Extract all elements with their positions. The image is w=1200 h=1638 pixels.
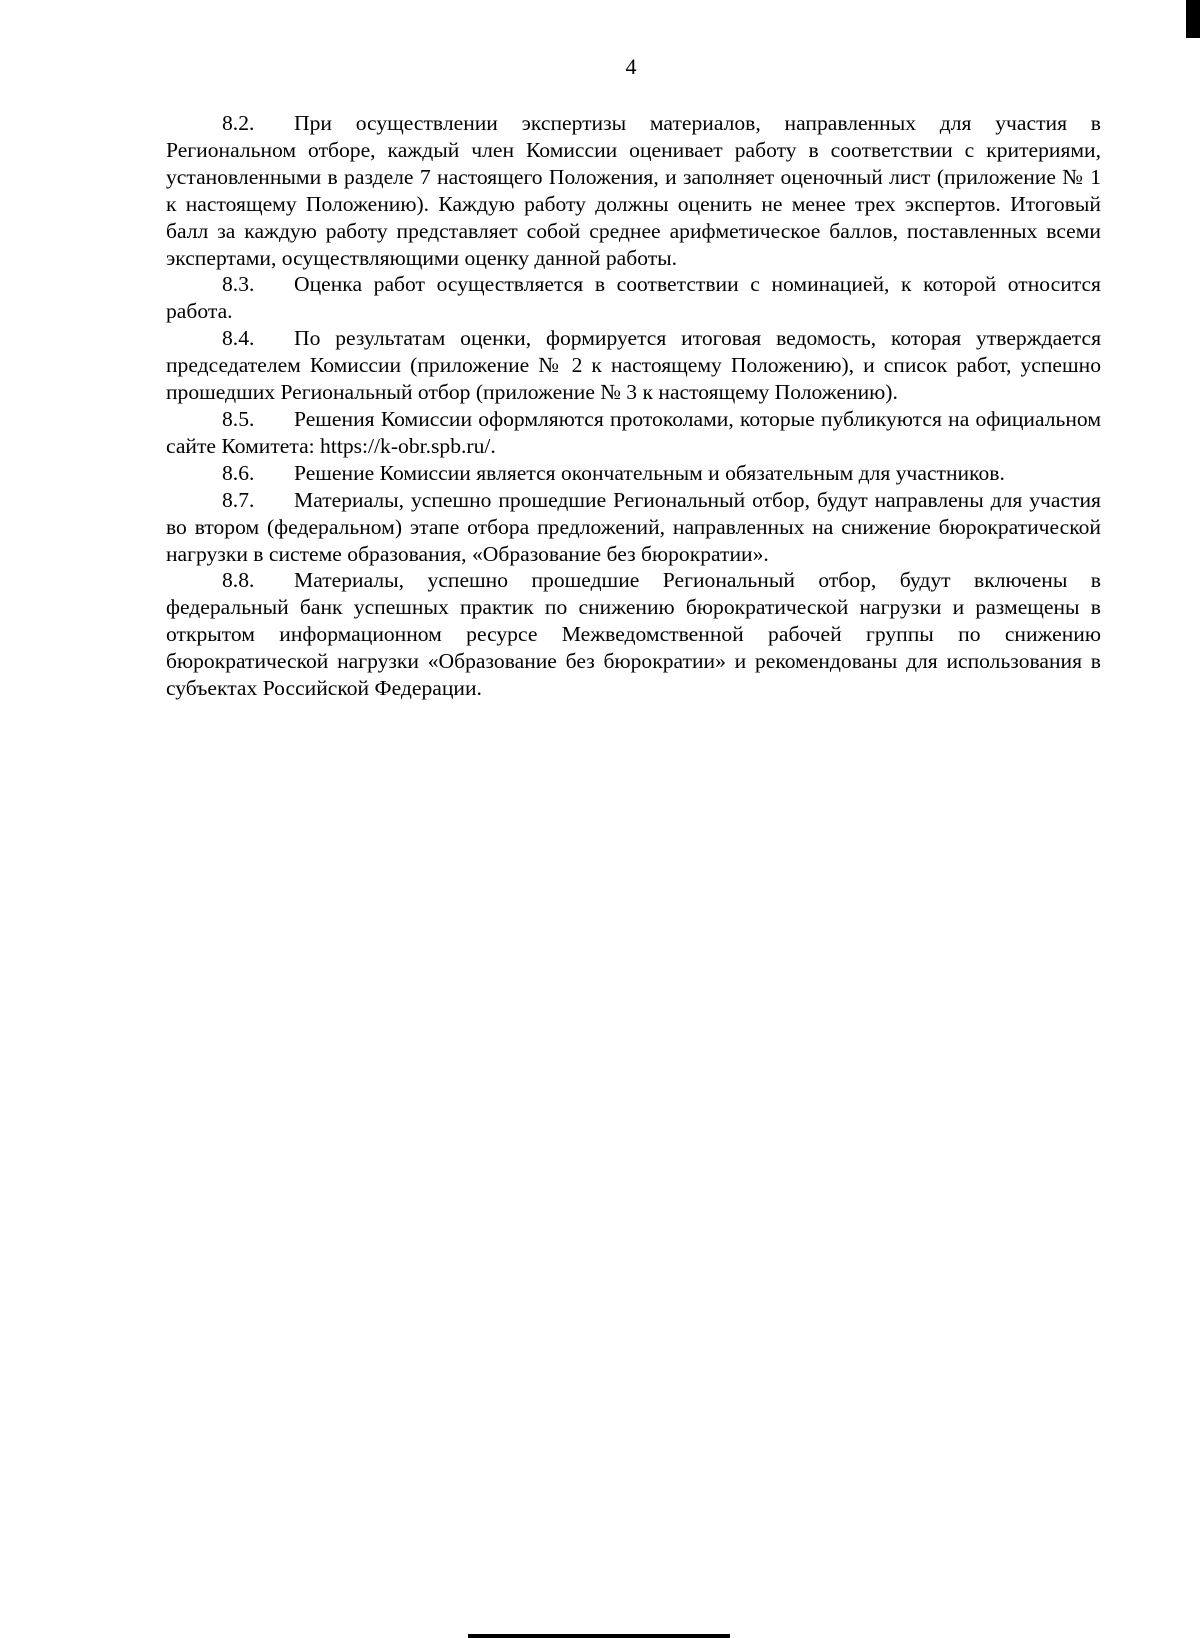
paragraph-number: 8.7.: [222, 487, 255, 512]
page-number: 4: [625, 54, 637, 79]
paragraph-number: 8.8.: [222, 568, 255, 593]
paragraph-number: 8.5.: [222, 406, 255, 431]
paragraph-text: Материалы, успешно прошедшие Региональный отбор, будут направлены для участия во втором (федеральном) этапе отбора предложений, направленных на снижение бюрократической нагрузки в системе образования, «Образование без бюрократии».: [166, 487, 1101, 566]
document-body: [166, 110, 1101, 702]
paragraph-8-4: [166, 325, 1101, 406]
scan-edge-mark: [1186, 0, 1200, 38]
paragraph-text: Материалы, успешно прошедшие Региональный отбор, будут включены в федеральный банк успешных практик по снижению бюрократической нагрузки и размещены в открытом информационном ресурсе Межведомственной рабочей группы по снижению бюрократической нагрузки «Образование без бюрократии» и рекомендованы для использования в субъектах Российской Федерации.: [166, 568, 1101, 701]
paragraph-8-8: [166, 567, 1101, 702]
paragraph-text: По результатам оценки, формируется итоговая ведомость, которая утверждается председателем Комиссии (приложение № 2 к настоящему Положению), и список работ, успешно прошедших Региональный отбор (приложение № 3 к настоящему Положению).: [166, 326, 1101, 405]
paragraph-number: 8.3.: [222, 272, 255, 297]
paragraph-number: 8.4.: [222, 326, 255, 351]
paragraph-number: 8.6.: [222, 460, 255, 485]
paragraph-number: 8.2.: [222, 111, 255, 135]
paragraph-text: Решение Комиссии является окончательным и обязательным для участников.: [294, 460, 1005, 485]
paragraph-8-6: [166, 460, 1101, 487]
paragraph-text: При осуществлении экспертизы материалов, направленных для участия в Региональном отборе, каждый член Комиссии оценивает работу в соответствии с критериями, установленными в разделе 7 настоящего Положения, и заполняет оценочный лист (приложение № 1 к настоящему Положению). Каждую работу должны оценить не менее трех экспертов. Итоговый балл за каждую работу представляет собой среднее арифметическое баллов, поставленных всеми экспертами, осуществляющими оценку данной работы.: [166, 111, 1101, 270]
paragraph-8-3: [166, 271, 1101, 325]
paragraph-8-7: [166, 487, 1101, 568]
paragraph-text: Оценка работ осуществляется в соответствии с номинацией, к которой относится работа.: [166, 272, 1101, 324]
paragraph-8-5: [166, 406, 1101, 460]
scan-bottom-mark: [468, 1634, 730, 1638]
paragraph-text: Решения Комиссии оформляются протоколами, которые публикуются на официальном сайте Комитета: https://k-obr.spb.ru/.: [166, 406, 1101, 458]
paragraph-8-2: [166, 110, 1101, 271]
